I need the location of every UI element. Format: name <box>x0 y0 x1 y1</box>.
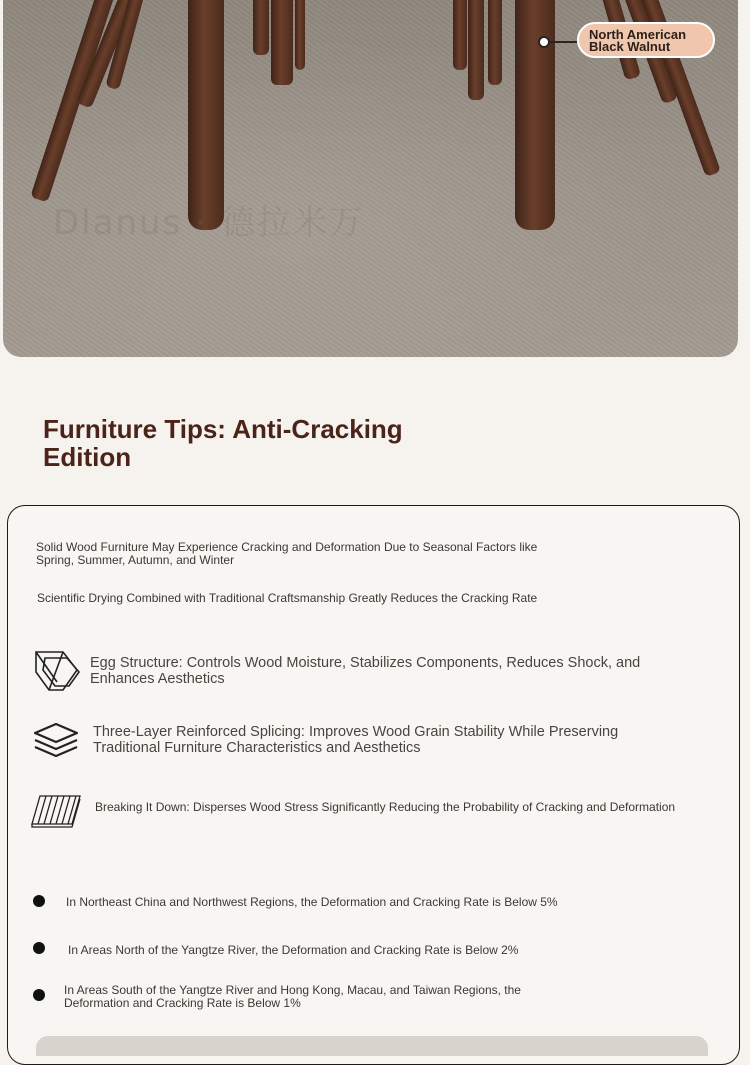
intro-text-1: Solid Wood Furniture May Experience Cracking and Deformation Due to Seasonal Factors like Spring, Summer, Autumn, and Winter <box>36 540 538 567</box>
table-leg <box>515 0 555 230</box>
rate-text-3: In Areas South of the Yangtze River and Hong Kong, Macau, and Taiwan Regions, the Deformation and Cracking Rate is Below 1% <box>64 983 521 1010</box>
rate-text-1: In Northeast China and Northwest Regions, the Deformation and Cracking Rate is Below 5% <box>66 895 558 909</box>
chair-leg <box>468 0 484 100</box>
tips-title-line1: Furniture Tips: Anti-Cracking <box>43 414 403 444</box>
bullet-dot <box>33 942 45 954</box>
brand-watermark: Dlanus · 德拉米万 <box>53 203 365 243</box>
material-tag <box>577 22 715 58</box>
chair-leg <box>488 0 502 85</box>
hero-product-image <box>3 0 738 357</box>
bottom-panel-edge <box>36 1036 708 1056</box>
tips-title-line2: Edition <box>43 442 132 472</box>
tag-pointer-line <box>549 41 577 43</box>
wood-planks-icon <box>30 794 82 828</box>
intro-text-2: Scientific Drying Combined with Traditional Craftsmanship Greatly Reduces the Cracking Rate <box>37 591 538 605</box>
bullet-dot <box>33 895 45 907</box>
chair-leg <box>295 0 305 70</box>
chair-leg <box>453 0 467 70</box>
feature-text-2: Three-Layer Reinforced Splicing: Improves Wood Grain Stability While Preserving Traditional Furniture Characteristics and Aesthetics <box>93 724 619 756</box>
feature-text-1: Egg Structure: Controls Wood Moisture, Stabilizes Components, Reduces Shock, and Enhances Aesthetics <box>90 655 641 687</box>
layers-icon <box>31 721 81 761</box>
tips-title <box>43 415 463 471</box>
material-tag-line2: Black Walnut <box>589 39 671 54</box>
rate-text-2: In Areas North of the Yangtze River, the Deformation and Cracking Rate is Below 2% <box>68 943 519 957</box>
chair-leg <box>30 0 114 203</box>
chair-leg <box>253 0 269 55</box>
material-tag-line1: North American <box>589 27 687 42</box>
chair-leg <box>271 0 293 85</box>
bullet-dot <box>33 989 45 1001</box>
tips-card <box>7 505 740 1065</box>
egg-structure-icon <box>33 648 83 694</box>
feature-text-3: Breaking It Down: Disperses Wood Stress Significantly Reducing the Probability of Cracking and Deformation <box>95 800 676 814</box>
